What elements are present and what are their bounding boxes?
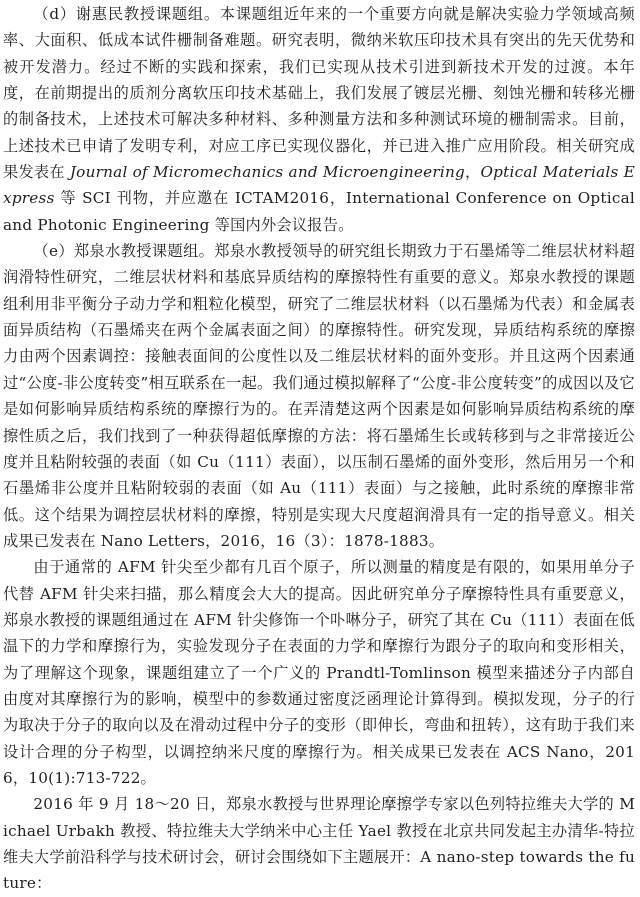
document-page [3, 1, 635, 897]
paragraph-afm-single-molecule: 由于通常的 AFM 针尖至少都有几百个原子，所以测量的精度是有限的，如果用单分子代替 AFM 针尖来扫描，那么精度会大大的提高。因此研究单分子摩擦特性具有重要意义，郑泉水教授的课题组通过在 AFM 针尖修饰一个卟啉分子，研究了其在 Cu（111）表面在低温下的力学和摩擦行为，实验发现分子在表面的力学和摩擦行为跟分子的取向和变形相关，为了理解这个现象，课题组建立了一个广义的 Prandtl-Tomlinson 模型来描述分子内部自由度对其摩擦行为的影响，模型中的参数通过密度泛函理论计算得到。模拟发现，分子的行为取决于分子的取向以及在滑动过程中分子的变形（即伸长，弯曲和扭转），这有助于我们来设计合理的分子构型，以调控纳米尺度的摩擦行为。相关成果已发表在 ACS Nano，2016，10(1):713-722。 [3, 558, 635, 787]
paragraph-d-text-after: 等 SCI 刊物，并应邀在 ICTAM2016，International Conference on Optical and Photonic Engineering 等国内外会议报告。 [3, 189, 635, 234]
paragraph-tel-aviv-workshop: 2016 年 9 月 18～20 日，郑泉水教授与世界理论摩擦学专家以色列特拉维夫大学的 Michael Urbakh 教授、特拉维夫大学纳米中心主任 Yael 教授在北京共同发起主办清华-特拉维夫大学前沿科学与技术研讨会，研讨会围绕如下主题展开：A nano-step towards the future： [3, 795, 635, 893]
paragraph-d-xie-huimin-group [3, 1, 635, 238]
paragraph-e-zheng-quanshui-group: （e）郑泉水教授课题组。郑泉水教授领导的研究组长期致力于石墨烯等二维层状材料超润滑特性研究，二维层状材料和基底异质结构的摩擦特性有重要的意义。郑泉水教授的课题组利用非平衡分子动力学和粗粒化模型，研究了二维层状材料（以石墨烯为代表）和金属表面异质结构（石墨烯夹在两个金属表面之间）的摩擦特性。研究发现，异质结构系统的摩擦力由两个因素调控：接触表面间的公度性以及二维层状材料的面外变形。并且这两个因素通过“公度-非公度转变”相互联系在一起。我们通过模拟解释了“公度-非公度转变”的成因以及它是如何影响异质结构系统的摩擦行为的。在弄清楚这两个因素是如何影响异质结构系统的摩擦性质之后，我们找到了一种获得超低摩擦的方法：将石墨烯生长或转移到与之非常接近公度并且粘附较强的表面（如 Cu（111）表面），以压制石墨烯的面外变形，然后用另一个和石墨烯非公度并且粘附较弱的表面（如 Au（111）表面）与之接触，此时系统的摩擦非常低。这个结果为调控层状材料的摩擦，特别是实现大尺度超润滑具有一定的指导意义。相关成果已发表在 Nano Letters，2016，16（3）：1878-1883。 [3, 242, 635, 550]
journal-separator: ， [464, 163, 481, 182]
paragraph-d-text-before: （d）谢惠民教授课题组。本课题组近年来的一个重要方向就是解决实验力学领域高频率、大面积、低成本试件栅制备难题。研究表明，微纳米软压印技术具有突出的先天优势和被开发潜力。经过不断的实践和探索，我们已实现从技术引进到新技术开发的过渡。本年度，在前期提出的质剂分离软压印技术基础上，我们发展了镀层光栅、刻蚀光栅和转移光栅的制备技术，上述技术可解决多种材料、多种测量方法和多种测试环境的栅制需求。目前，上述技术已申请了发明专利，对应工序已实现仪器化，并已进入推广应用阶段。相关研究成果发表在 [3, 5, 635, 182]
journal-name-micromechanics: Journal of Micromechanics and Microengineering [69, 163, 465, 182]
journal-name-optical-materials: Optical Materials Express [3, 163, 636, 208]
